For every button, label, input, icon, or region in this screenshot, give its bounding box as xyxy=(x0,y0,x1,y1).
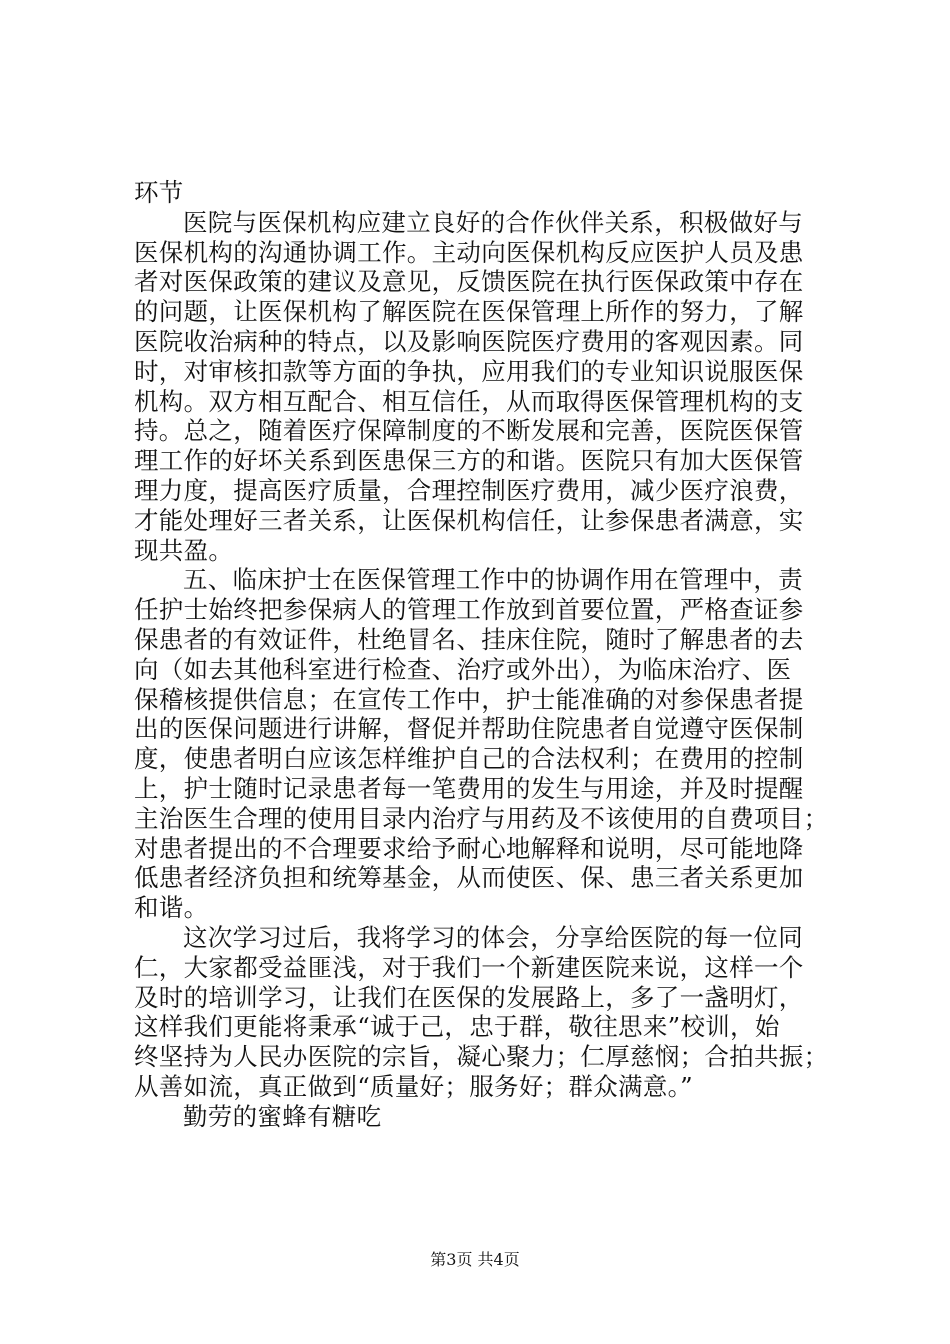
text-line: 理工作的好坏关系到医患保三方的和谐。医院只有加大医保管 xyxy=(134,446,804,476)
body-text xyxy=(134,178,834,1132)
paragraph-start: 医院与医保机构应建立良好的合作伙伴关系，积极做好与 xyxy=(183,207,803,237)
text-line: 出的医保问题进行讲解，督促并帮助住院患者自觉遵守医保制 xyxy=(134,714,804,744)
text-line: 持。总之，随着医疗保障制度的不断发展和完善，医院医保管 xyxy=(134,416,804,446)
text-line: 医院收治病种的特点，以及影响医院医疗费用的客观因素。同 xyxy=(134,326,804,356)
paragraph-start: 勤劳的蜜蜂有糖吃 xyxy=(183,1101,382,1131)
text-line: 上，护士随时记录患者每一笔费用的发生与用途，并及时提醒 xyxy=(134,773,804,803)
text-line: 现共盈。 xyxy=(134,535,234,565)
text-line: 医保机构的沟通协调工作。主动向医保机构反应医护人员及患 xyxy=(134,237,804,267)
text-line: 低患者经济负担和统筹基金，从而使医、保、患三者关系更加 xyxy=(134,863,804,893)
text-line: 对患者提出的不合理要求给予耐心地解释和说明，尽可能地降 xyxy=(134,833,804,863)
text-line: 及时的培训学习，让我们在医保的发展路上，多了一盏明灯， xyxy=(134,982,804,1012)
text-line: 从善如流，真正做到“质量好；服务好；群众满意。” xyxy=(134,1071,693,1101)
text-line: 度，使患者明白应该怎样维护自己的合法权利；在费用的控制 xyxy=(134,744,804,774)
text-line: 这样我们更能将秉承“诚于己，忠于群，敬往思来”校训，始 xyxy=(134,1012,780,1042)
text-line: 机构。双方相互配合、相互信任，从而取得医保管理机构的支 xyxy=(134,386,804,416)
text-line: 时，对审核扣款等方面的争执，应用我们的专业知识说服医保 xyxy=(134,356,804,386)
paragraph-start: 这次学习过后，我将学习的体会，分享给医院的每一位同 xyxy=(183,922,803,952)
text-line: 向（如去其他科室进行检查、治疗或外出），为临床治疗、医 xyxy=(134,654,792,684)
paragraph-start: 五、临床护士在医保管理工作中的协调作用在管理中，责 xyxy=(183,565,803,595)
text-line: 和谐。 xyxy=(134,893,209,923)
text-line: 终坚持为人民办医院的宗旨，凝心聚力；仁厚慈悯；合拍共振； xyxy=(134,1042,829,1072)
text-line: 环节 xyxy=(134,178,184,207)
text-line: 保稽核提供信息；在宣传工作中，护士能准确的对参保患者提 xyxy=(134,684,804,714)
text-line: 的问题，让医保机构了解医院在医保管理上所作的努力，了解 xyxy=(134,297,804,327)
text-line: 任护士始终把参保病人的管理工作放到首要位置，严格查证参 xyxy=(134,595,804,625)
text-line: 才能处理好三者关系，让医保机构信任，让参保患者满意，实 xyxy=(134,505,804,535)
text-line: 仁，大家都受益匪浅，对于我们一个新建医院来说，这样一个 xyxy=(134,952,804,982)
text-line: 主治医生合理的使用目录内治疗与用药及不该使用的自费项目； xyxy=(134,803,829,833)
text-line: 理力度，提高医疗质量，合理控制医疗费用，减少医疗浪费， xyxy=(134,475,804,505)
page-footer: 第3页 共4页 xyxy=(430,1250,520,1269)
text-line: 者对医保政策的建议及意见，反馈医院在执行医保政策中存在 xyxy=(134,267,804,297)
text-line: 保患者的有效证件，杜绝冒名、挂床住院，随时了解患者的去 xyxy=(134,624,804,654)
